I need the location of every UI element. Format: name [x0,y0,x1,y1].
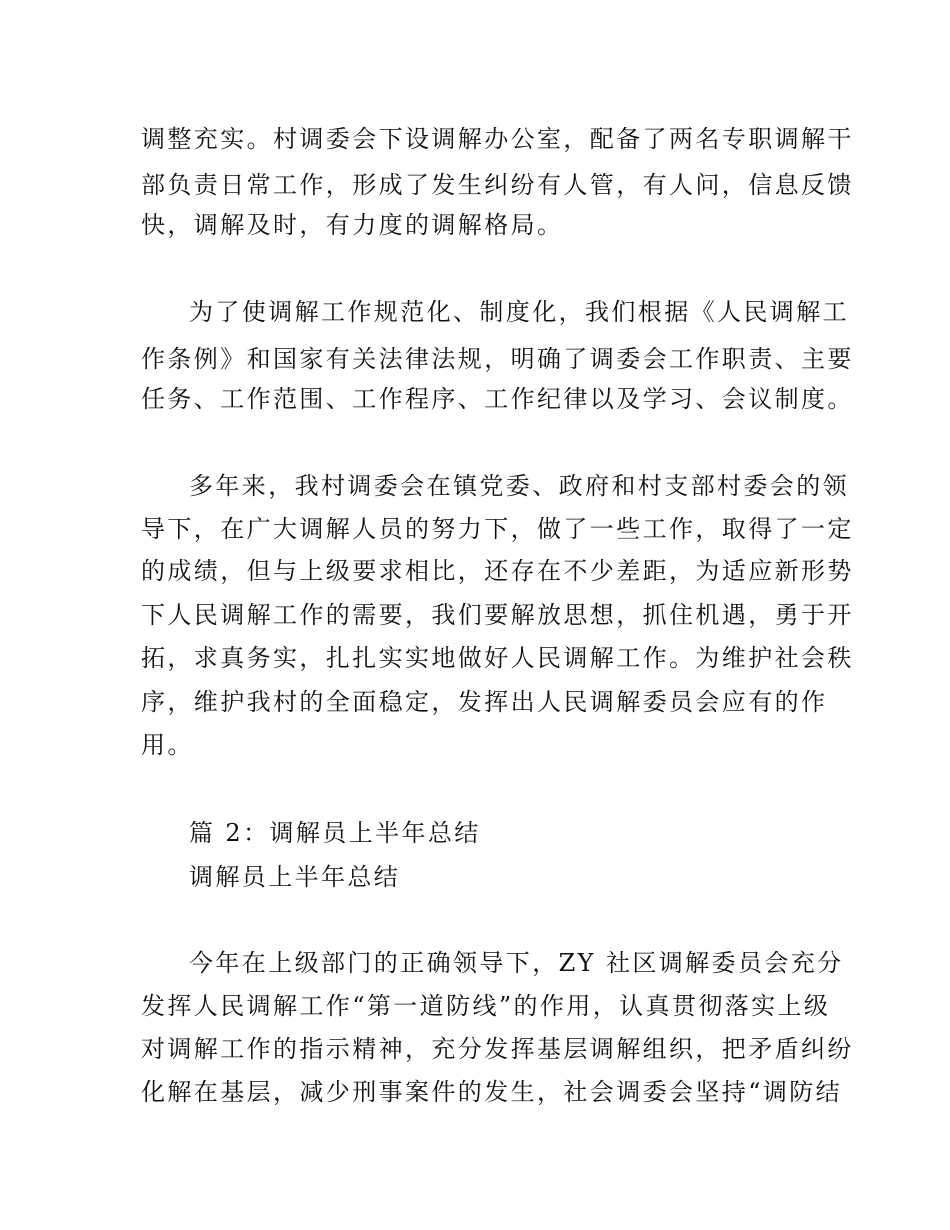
final-paragraph-line-1: 今年在上级部门的正确领导下，ZY 社区调解委员会充分 [189,949,844,977]
final-paragraph-line-4: 化解在基层，减少刑事案件的发生，社会调委会坚持“调防结 [141,1078,843,1106]
paragraph-3-line-1: 多年来，我村调委会在镇党委、政府和村支部村委会的领 [189,472,849,500]
paragraph-2-line-1: 为了使调解工作规范化、制度化，我们根据《人民调解工 [189,298,849,326]
final-paragraph-line-3: 对调解工作的指示精神，充分发挥基层调解组织，把矛盾纠纷 [141,1035,854,1063]
paragraph-1-line-1: 调整充实。村调委会下设调解办公室，配备了两名专职调解干 [141,125,854,153]
paragraph-3-line-4: 下人民调解工作的需要，我们要解放思想，抓住机遇，勇于开 [141,601,854,629]
section-heading: 篇 2：调解员上半年总结 [189,819,481,847]
paragraph-3-line-6: 序，维护我村的全面稳定，发挥出人民调解委员会应有的作 [141,688,828,716]
paragraph-2-line-2: 作条例》和国家有关法律法规，明确了调委会工作职责、主要 [141,345,854,373]
section-title: 调解员上半年总结 [189,863,401,891]
paragraph-3-line-2: 导下，在广大调解人员的努力下，做了一些工作，取得了一定 [141,515,854,543]
paragraph-1-line-2: 部负责日常工作，形成了发生纠纷有人管，有人问，信息反馈 [141,171,854,199]
paragraph-3-line-3: 的成绩，但与上级要求相比，还存在不少差距，为适应新形势 [141,557,854,585]
paragraph-2-line-3: 任务、工作范围、工作程序、工作纪律以及学习、会议制度。 [141,385,854,413]
paragraph-3-line-5: 拓，求真务实，扎扎实实地做好人民调解工作。为维护社会秩 [141,644,854,672]
final-paragraph-line-2: 发挥人民调解工作“第一道防线”的作用，认真贯彻落实上级 [141,992,831,1020]
paragraph-1-line-3: 快，调解及时，有力度的调解格局。 [141,211,564,239]
paragraph-3-line-7: 用。 [141,731,194,759]
